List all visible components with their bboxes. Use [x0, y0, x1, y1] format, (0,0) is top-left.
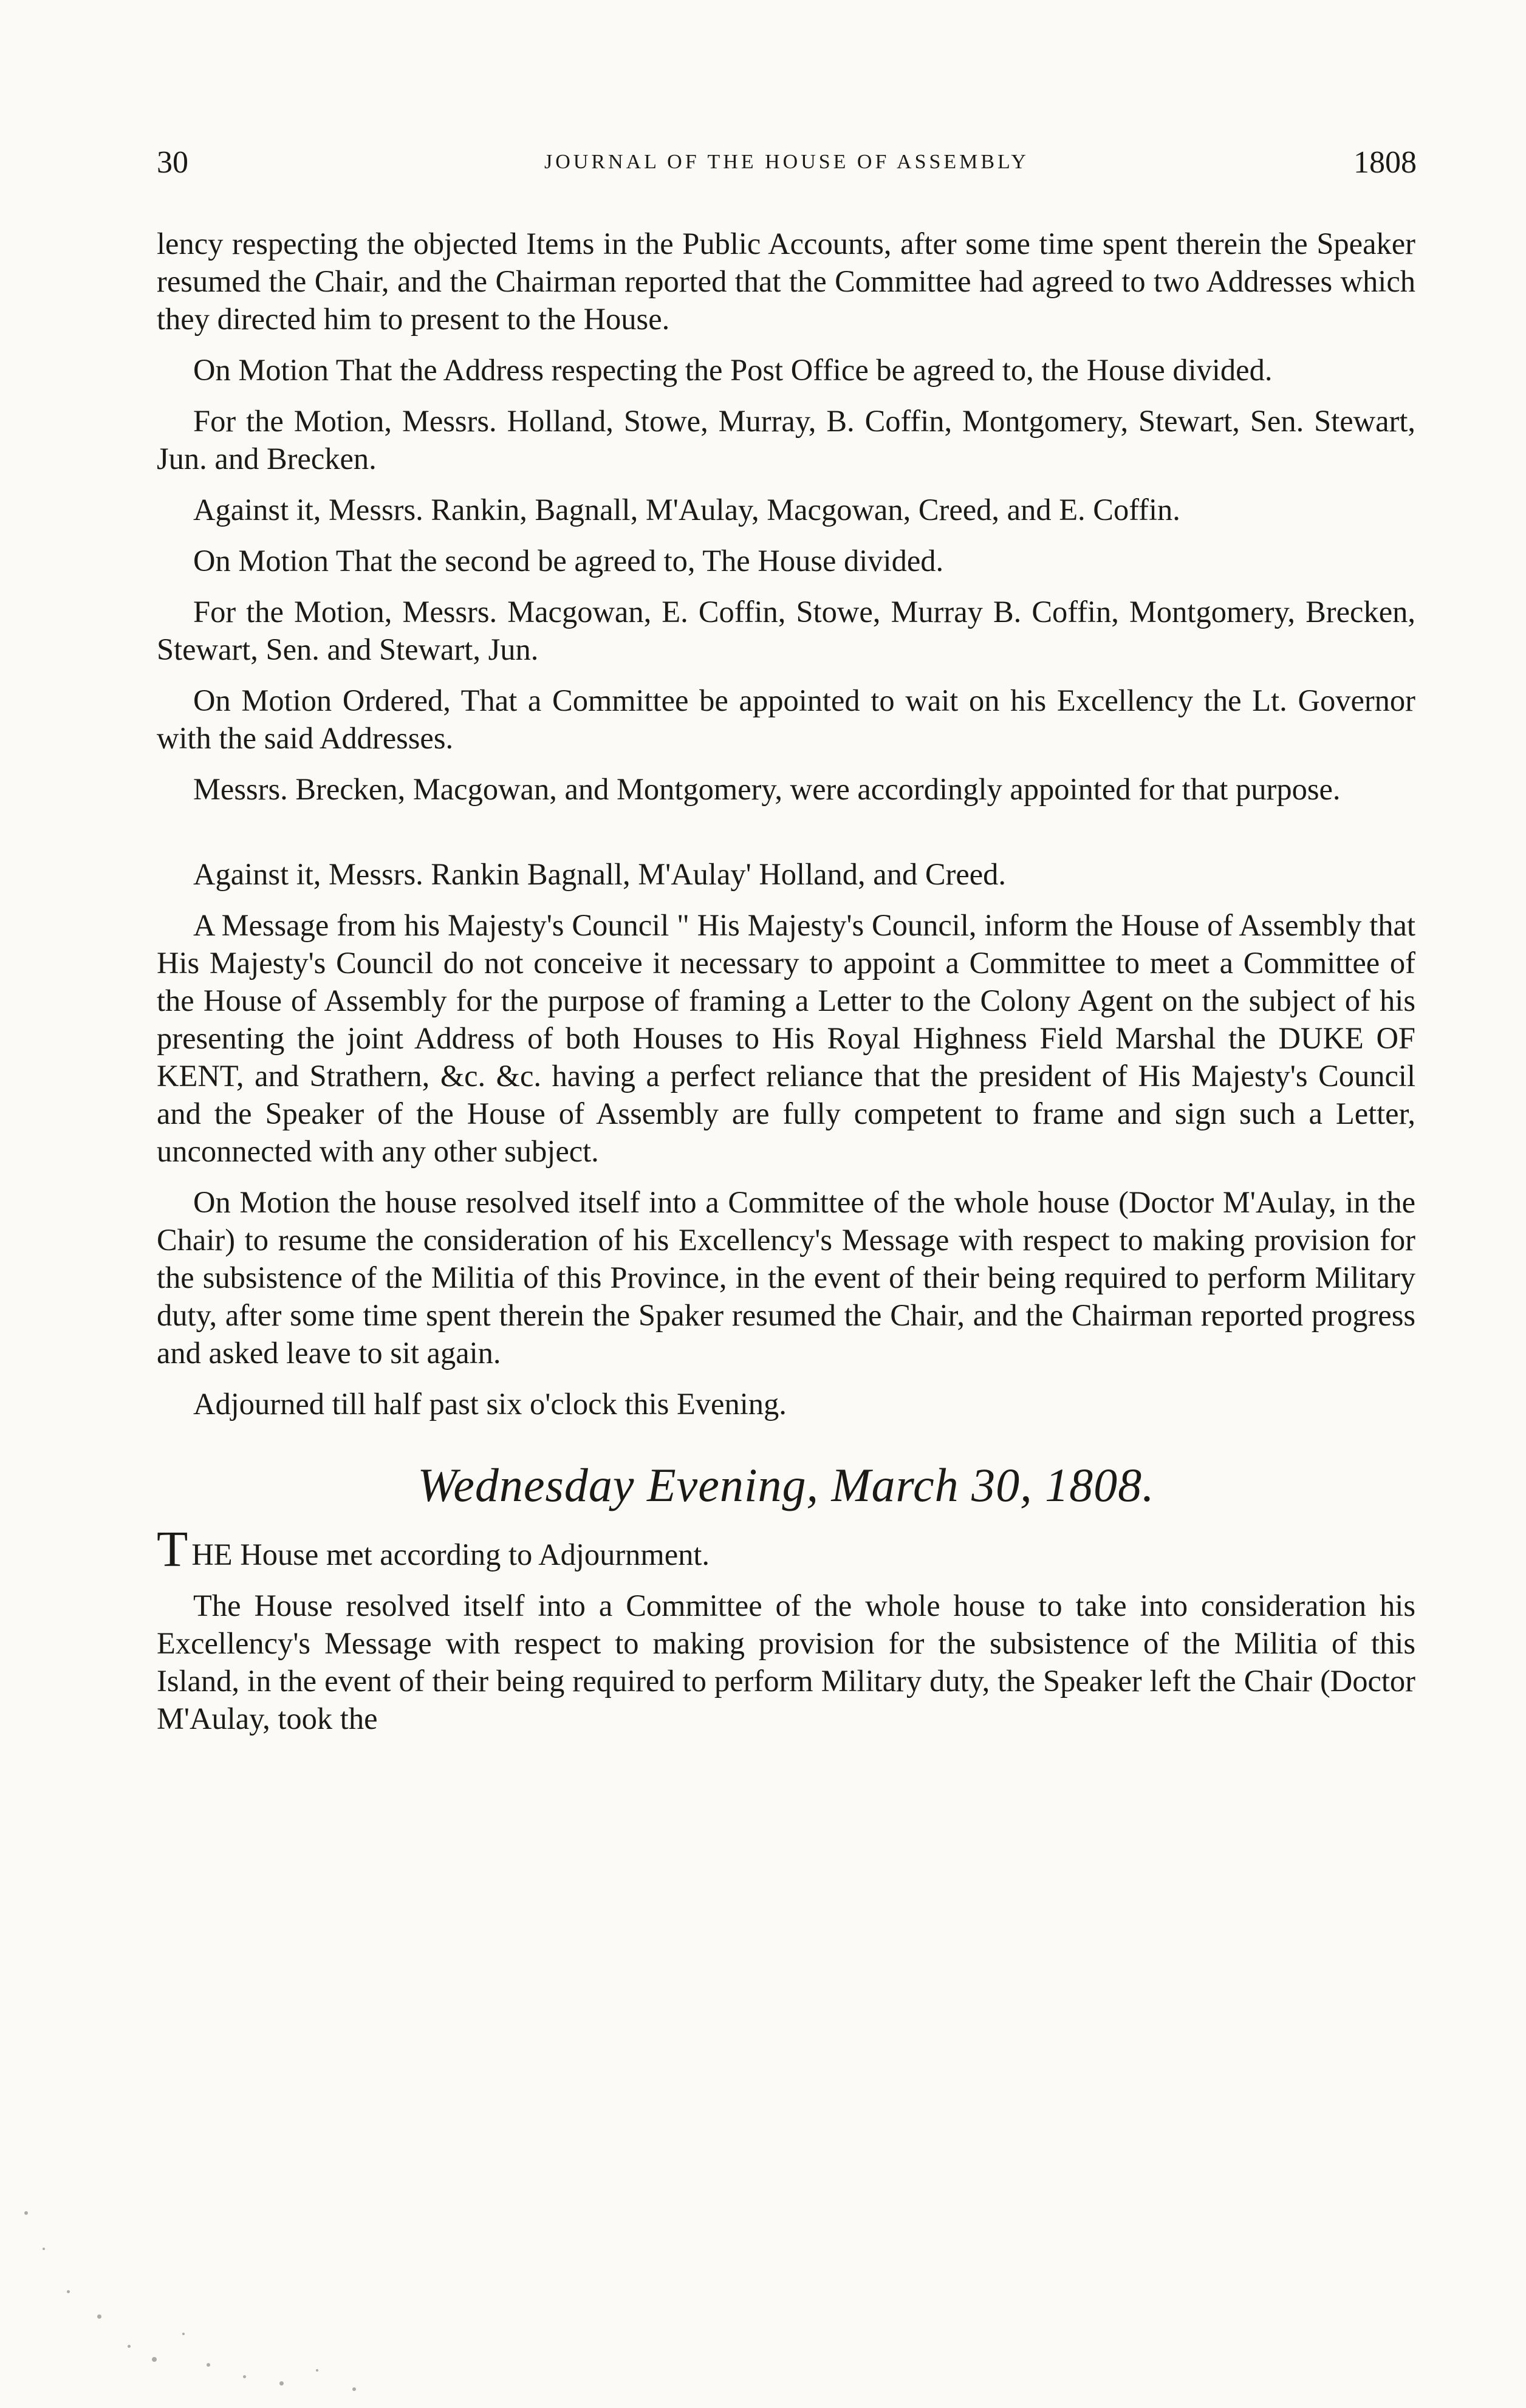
stain-speck [43, 2248, 45, 2250]
paragraph-for-motion-1: For the Motion, Messrs. Holland, Stowe, Murray, B. Coffin, Montgomery, Stewart, Sen. Stewart, Jun. and Brecken. [157, 404, 1415, 476]
stain-speck [24, 2211, 28, 2215]
paragraph-against-1: Against it, Messrs. Rankin, Bagnall, M'Aulay, Macgowan, Creed, and E. Coffin. [193, 493, 1180, 527]
stain-speck [352, 2387, 356, 2391]
stain-speck [182, 2333, 185, 2335]
paragraph-committee-militia: On Motion the house resolved itself into a Committee of the whole house (Doctor M'Aulay, in the Chair) to resume the consideration of his Excellency's Message with respect to making provision for the subsistence of the Militia of this Province, in the event of their being required to perform Military duty, after some time spent therein the Spaker resumed the Chair, and the Chairman reported progress and asked leave to sit again. [157, 1185, 1415, 1370]
paragraph-appointed: Messrs. Brecken, Macgowan, and Montgomery, were accordingly appointed for that purpose. [193, 772, 1341, 806]
paragraph-house-met [157, 1521, 1415, 1578]
page-number: 30 [157, 145, 188, 180]
running-title: JOURNAL OF THE HOUSE OF ASSEMBLY [544, 151, 1029, 173]
paragraph-adjourned: Adjourned till half past six o'clock this Evening. [193, 1387, 787, 1421]
paragraph-against-2: Against it, Messrs. Rankin Bagnall, M'Aulay' Holland, and Creed. [193, 857, 1007, 891]
paragraph-motion-post-office: On Motion That the Address respecting the Post Office be agreed to, the House divided. [193, 353, 1273, 387]
stain-speck [152, 2357, 157, 2362]
paragraph-continuation: lency respecting the objected Items in the Public Accounts, after some time spent therein the Speaker resumed the Chair, and the Chairman reported that the Committee had agreed to two Addresses which they directed him to present to the House. [157, 227, 1415, 336]
paragraph-closing: The House resolved itself into a Committee of the whole house to take into consideration his Excellency's Message with respect to making provision for the subsistence of the Militia of this Island, in the event of their being required to perform Military duty, the Speaker left the Chair (Doctor M'Aulay, took the [157, 1589, 1415, 1736]
stain-speck [67, 2290, 70, 2293]
journal-body [157, 225, 1415, 1751]
stain-speck [316, 2369, 318, 2372]
stain-speck [128, 2345, 131, 2348]
paragraph-motion-second: On Motion That the second be agreed to, The House divided. [193, 544, 944, 578]
stain-speck [279, 2381, 284, 2386]
running-header [157, 145, 1417, 187]
header-year: 1808 [1353, 145, 1417, 180]
stain-speck [243, 2375, 246, 2378]
date-heading: Wednesday Evening, March 30, 1808. [417, 1459, 1155, 1511]
paragraph-for-motion-2: For the Motion, Messrs. Macgowan, E. Coffin, Stowe, Murray B. Coffin, Montgomery, Brecken, Stewart, Sen. and Stewart, Jun. [157, 595, 1415, 666]
house-met-text: HE House met according to Adjournment. [191, 1537, 710, 1572]
paragraph-motion-ordered: On Motion Ordered, That a Committee be appointed to wait on his Excellency the Lt. Governor with the said Addresses. [157, 683, 1415, 755]
drop-cap: T [157, 1521, 188, 1578]
stain-speck [97, 2314, 101, 2319]
page-stain [0, 2163, 425, 2406]
paragraph-council-message: A Message from his Majesty's Council " His Majesty's Council, inform the House of Assembly that His Majesty's Council do not conceive it necessary to appoint a Committee to meet a Committee of the House of Assembly for the purpose of framing a Letter to the Colony Agent on the subject of his presenting the joint Address of both Houses to His Royal Highness Field Marshal the DUKE OF KENT, and Strathern, &c. &c. having a perfect reliance that the president of His Majesty's Council and the Speaker of the House of Assembly are fully competent to frame and sign such a Letter, unconnected with any other subject. [157, 908, 1415, 1168]
stain-speck [207, 2363, 210, 2367]
